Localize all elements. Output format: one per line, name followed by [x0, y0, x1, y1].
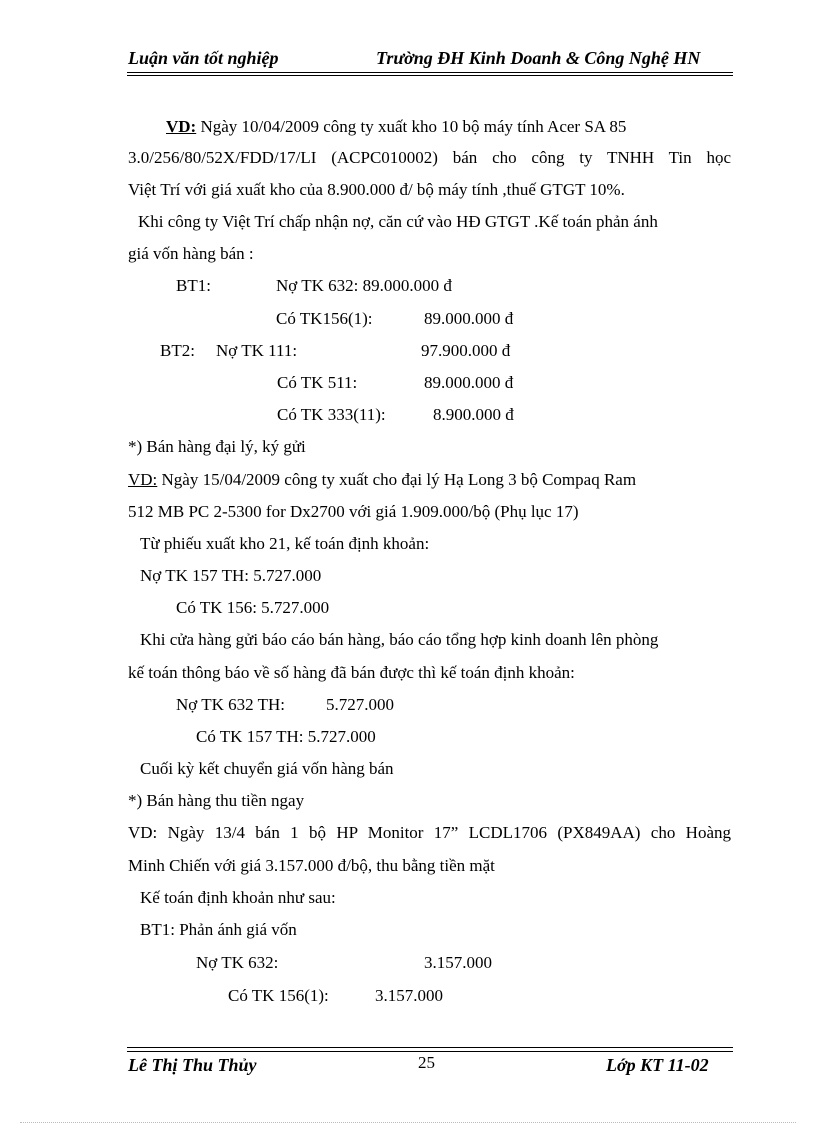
example3-line3: Kế toán định khoản như sau:: [140, 888, 336, 907]
bt1-debit-entry: Nợ TK 632: 89.000.000 đ: [276, 276, 452, 295]
example3-line1: VD: Ngày 13/4 bán 1 bộ HP Monitor 17” LCDL1706 (PX849AA) cho Hoàng: [128, 823, 731, 842]
example2-first-line: [128, 470, 731, 490]
header-rule: [127, 72, 733, 73]
header-thesis-title: Luận văn tốt nghiệp: [128, 48, 279, 68]
section-consignment-title: *) Bán hàng đại lý, ký gửi: [128, 437, 306, 456]
example1-label: VD:: [166, 117, 197, 136]
bt2-credit1-account: Có TK 511:: [277, 373, 358, 392]
example2-line4: Khi cửa hàng gửi báo cáo bán hàng, báo cáo tổng hợp kinh doanh lên phòng: [140, 630, 659, 649]
header-rule-secondary: [127, 75, 733, 76]
bt1-credit-amount: 89.000.000 đ: [424, 309, 514, 328]
header-university: Trường ĐH Kinh Doanh & Công Nghệ HN: [376, 48, 701, 68]
example2-line1-text: Ngày 15/04/2009 công ty xuất cho đại lý Hạ Long 3 bộ Compaq Ram: [161, 470, 637, 489]
bt1-credit-account: Có TK156(1):: [276, 309, 373, 328]
example3-debit-account: Nợ TK 632:: [196, 953, 279, 972]
example2-line5: kế toán thông báo về số hàng đã bán được thì kế toán định khoản:: [128, 663, 575, 682]
example1-first-line: [166, 117, 626, 137]
example1-line3: Việt Trí với giá xuất kho của 8.900.000 đ/ bộ máy tính ,thuế GTGT 10%.: [128, 180, 625, 199]
example3-credit-account: Có TK 156(1):: [228, 986, 329, 1005]
bt2-debit-account: Nợ TK 111:: [216, 341, 298, 360]
bt2-label: BT2:: [160, 341, 195, 360]
example1-line2: 3.0/256/80/52X/FDD/17/LI (ACPC010002) bán cho công ty TNHH Tin học: [128, 148, 731, 167]
example1-line4: Khi công ty Việt Trí chấp nhận nợ, căn cứ vào HĐ GTGT .Kế toán phản ánh: [138, 212, 658, 231]
example3-credit-amount: 3.157.000: [375, 986, 443, 1005]
example3-debit-amount: 3.157.000: [424, 953, 492, 972]
footer-page-number: 25: [418, 1053, 435, 1072]
example2-credit2-entry: Có TK 157 TH: 5.727.000: [196, 727, 376, 746]
bt2-credit2-amount: 8.900.000 đ: [433, 405, 514, 424]
example2-line2: 512 MB PC 2-5300 for Dx2700 với giá 1.909.000/bộ (Phụ lục 17): [128, 502, 579, 521]
section-cash-sale-title: *) Bán hàng thu tiền ngay: [128, 791, 305, 810]
example2-label: VD:: [128, 470, 158, 489]
example2-credit-entry: Có TK 156: 5.727.000: [176, 598, 330, 617]
example3-line2: Minh Chiến với giá 3.157.000 đ/bộ, thu bằng tiền mặt: [128, 856, 495, 875]
footer-class: Lớp KT 11-02: [606, 1055, 709, 1075]
example2-line6: Cuối kỳ kết chuyển giá vốn hàng bán: [140, 759, 394, 778]
example1-line5: giá vốn hàng bán :: [128, 244, 254, 263]
example3-bt1-label: BT1: Phản ánh giá vốn: [140, 920, 297, 939]
bt2-debit-amount: 97.900.000 đ: [421, 341, 511, 360]
footer-rule-secondary: [127, 1051, 733, 1052]
bt2-credit1-amount: 89.000.000 đ: [424, 373, 514, 392]
bt2-credit2-account: Có TK 333(11):: [277, 405, 386, 424]
example2-debit2-account: Nợ TK 632 TH:: [176, 695, 285, 714]
footer-author: Lê Thị Thu Thủy: [128, 1055, 257, 1075]
example1-line1-text: Ngày 10/04/2009 công ty xuất kho 10 bộ máy tính Acer SA 85: [200, 117, 627, 136]
footer-rule: [127, 1047, 733, 1048]
example2-debit-entry: Nợ TK 157 TH: 5.727.000: [140, 566, 322, 585]
bt1-label: BT1:: [176, 276, 211, 295]
example2-line3: Từ phiếu xuất kho 21, kế toán định khoản:: [140, 534, 430, 553]
example2-debit2-amount: 5.727.000: [326, 695, 394, 714]
